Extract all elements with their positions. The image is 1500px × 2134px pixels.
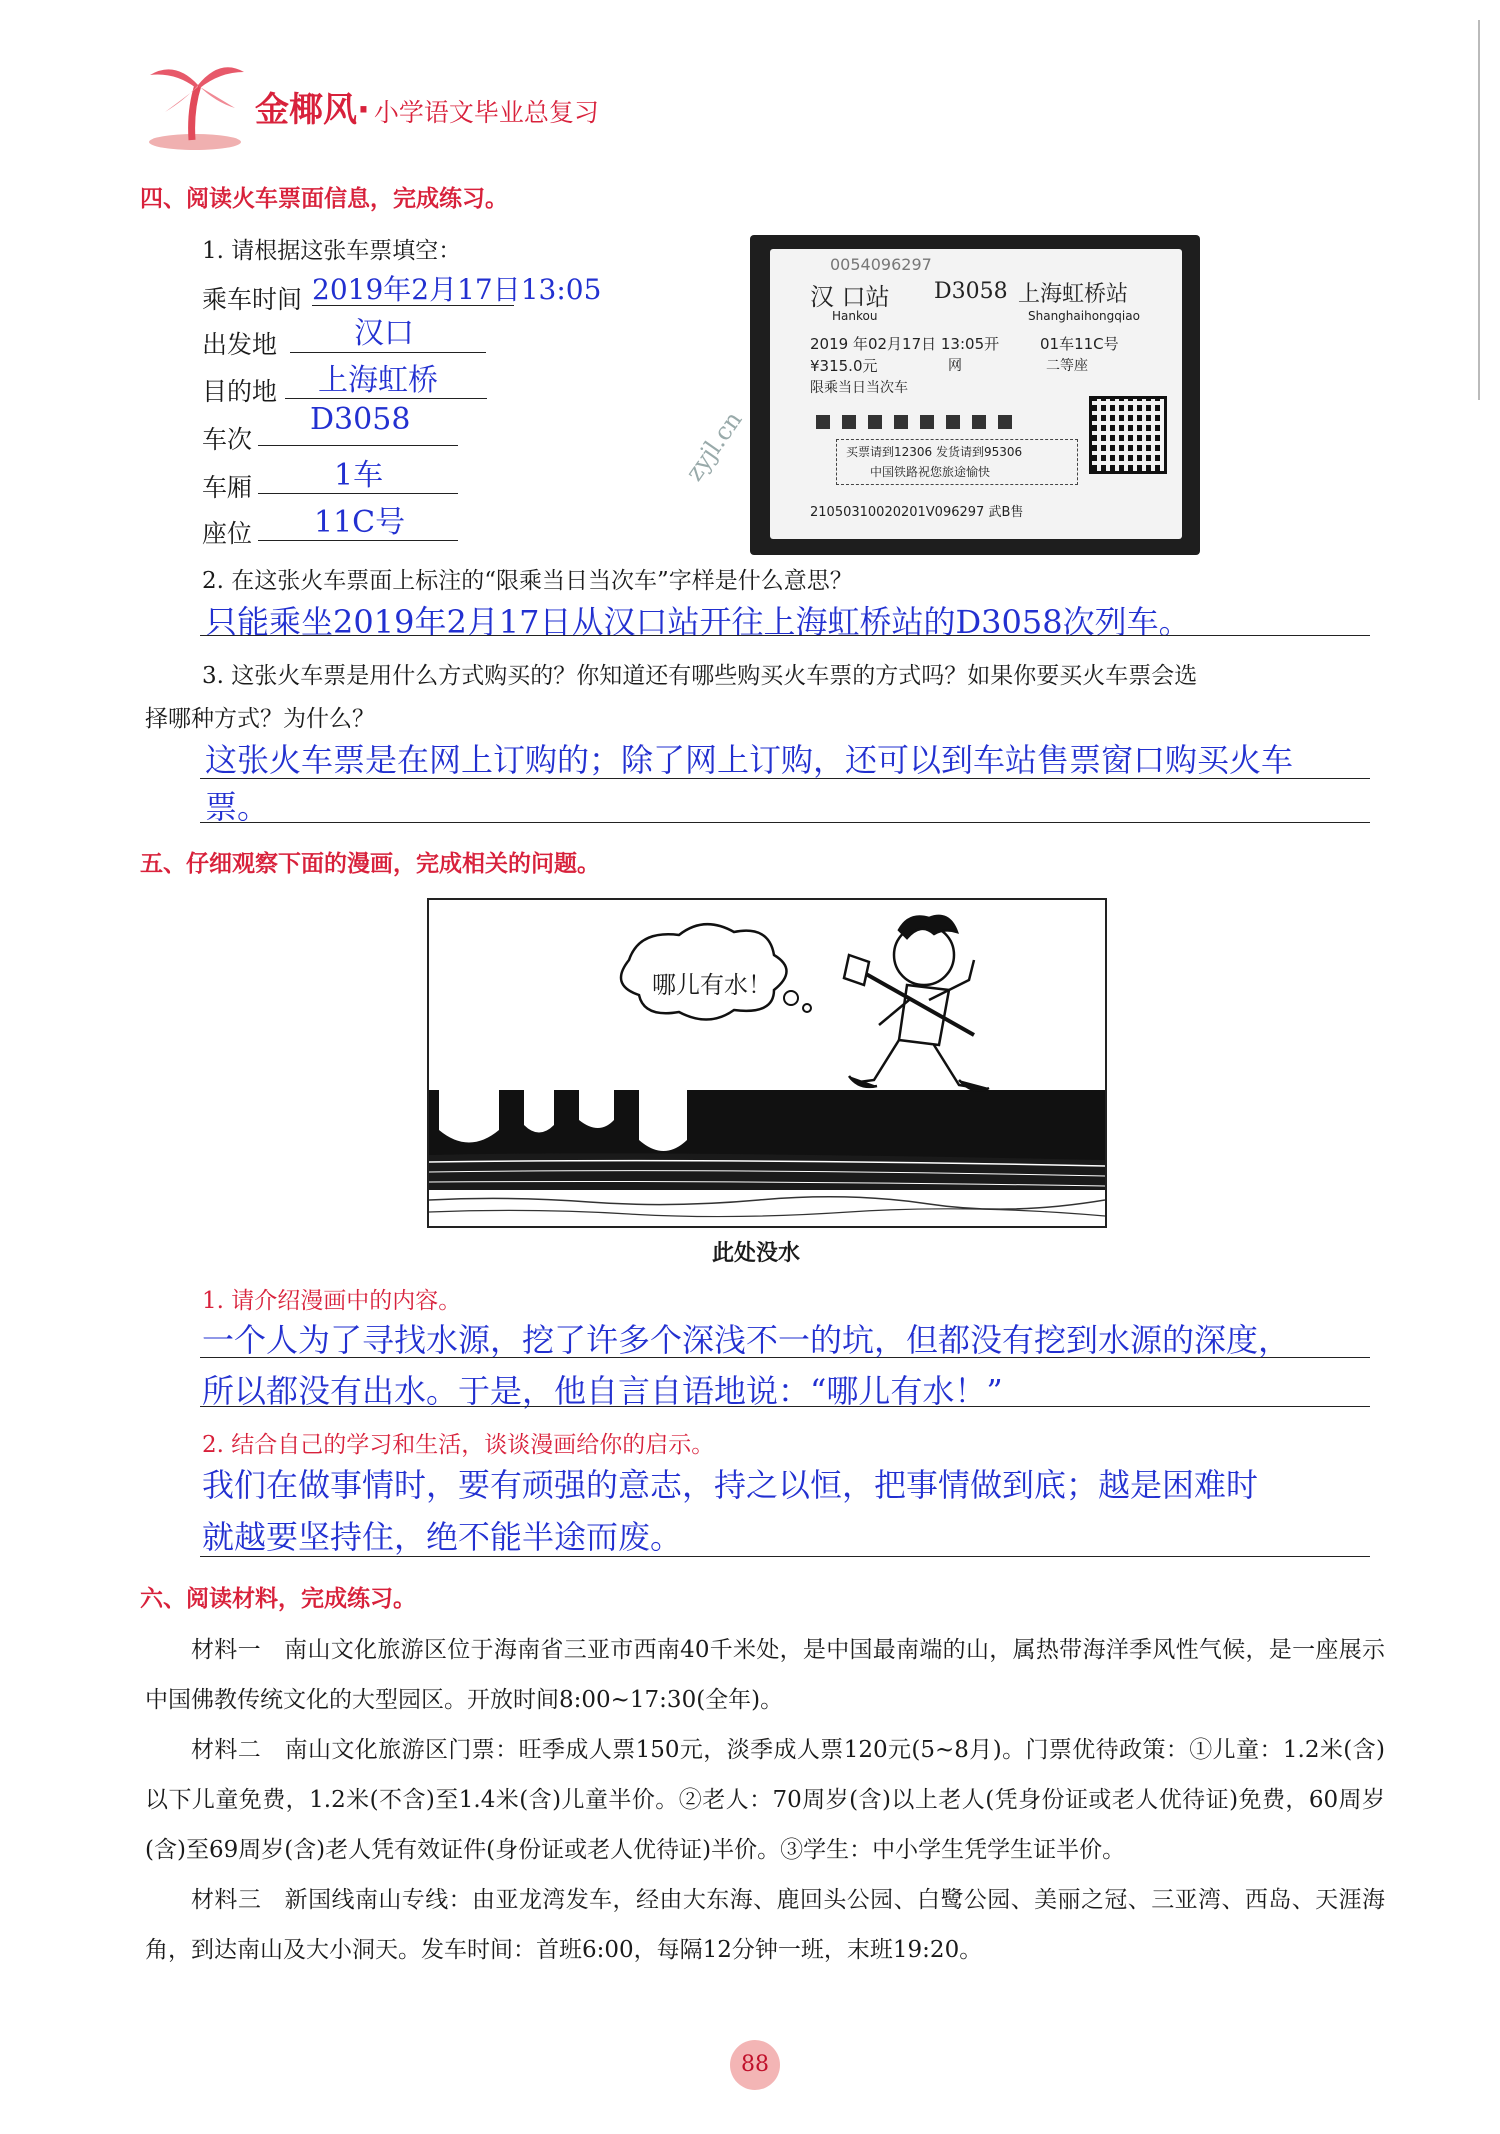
material-1: 材料一 南山文化旅游区位于海南省三亚市西南40千米处，是中国最南端的山，属热带海洋季风性气候，是一座展示中国佛教传统文化的大型园区。开放时间8:00~17:30(全年)。: [145, 1637, 1385, 1713]
section-4-title: 四、阅读火车票面信息，完成练习。: [140, 186, 508, 212]
field-line-train: [258, 445, 458, 446]
section-6-title: 六、阅读材料，完成练习。: [140, 1586, 416, 1612]
s4-q3-line2: 择哪种方式？为什么？: [145, 706, 375, 732]
right-edge-line: [1478, 20, 1480, 400]
s5-q2: 2. 结合自己的学习和生活，谈谈漫画给你的启示。: [202, 1432, 715, 1458]
brand-dot: ·: [357, 90, 370, 130]
field-answer-seat: 11C号: [314, 505, 406, 540]
s4-a2: 只能乘坐2019年2月17日从汉口站开往上海虹桥站的D3058次列车。: [205, 603, 1191, 641]
ticket-channel: 网: [948, 358, 962, 374]
ticket-to-pinyin: Shanghaihongqiao: [1028, 309, 1140, 323]
ticket-qr-code: [1092, 399, 1164, 471]
ticket-redacted: [816, 415, 1016, 429]
s5-a1-line2-rule: [200, 1406, 1370, 1407]
field-label-from: 出发地: [202, 330, 278, 359]
field-answer-car: 1车: [334, 458, 384, 493]
field-label-to: 目的地: [202, 377, 278, 406]
cartoon-drawing: [429, 900, 1105, 1226]
brand-subtitle: 小学语文毕业总复习: [373, 98, 599, 127]
ticket-from-pinyin: Hankou: [832, 309, 878, 323]
s5-a2-line1: 我们在做事情时，要有顽强的意志，持之以恒，把事情做到底；越是困难时: [202, 1466, 1259, 1504]
ticket-card: [770, 249, 1182, 539]
ticket-train-no: D3058: [934, 279, 1008, 304]
field-answer-time: 2019年2月17日13:05: [312, 273, 602, 306]
field-answer-to: 上海虹桥: [318, 363, 438, 398]
s5-a1-line1: 一个人为了寻找水源，挖了许多个深浅不一的坑，但都没有挖到水源的深度，: [202, 1321, 1291, 1359]
cartoon-image: [427, 898, 1107, 1228]
ticket-serial: 0054096297: [830, 255, 932, 274]
field-label-train: 车次: [202, 425, 253, 454]
ticket-to: 上海虹桥站: [1018, 282, 1129, 307]
field-label-car: 车厢: [202, 473, 253, 502]
s4-a2-line: [200, 635, 1370, 636]
page-number: 88: [730, 2040, 780, 2090]
ticket-notice-2: 中国铁路祝您旅途愉快: [870, 465, 991, 479]
s4-a3-line1: 这张火车票是在网上订购的；除了网上订购，还可以到车站售票窗口购买火车: [205, 741, 1294, 779]
s5-a2-line2: 就越要坚持住，绝不能半途而废。: [202, 1518, 683, 1556]
brand-name: 金椰风: [255, 90, 357, 130]
field-line-from: [290, 352, 486, 353]
ticket-from: 汉 口站: [810, 283, 890, 311]
s4-a3-line2-rule: [200, 822, 1370, 823]
field-label-time: 乘车时间: [202, 285, 303, 314]
s5-a1-line2: 所以都没有出水。于是，他自言自语地说：“哪儿有水！”: [202, 1372, 1003, 1410]
ticket-class: 二等座: [1046, 358, 1088, 374]
section-5-title: 五、仔细观察下面的漫画，完成相关的问题。: [140, 851, 600, 877]
train-ticket-photo: [750, 235, 1200, 555]
ticket-limit: 限乘当日当次车: [810, 380, 908, 396]
s5-a1-line1-rule: [200, 1357, 1370, 1358]
ticket-code: 21050310020201V096297 武B售: [810, 505, 1024, 520]
brand-title: [255, 82, 599, 131]
field-answer-train: D3058: [310, 402, 411, 437]
material-2: 材料二 南山文化旅游区门票：旺季成人票150元，淡季成人票120元(5~8月)。门票优待政策：①儿童：1.2米(含)以下儿童免费，1.2米(不含)至1.4米(含)儿童半价。②老人：70周岁(含)以上老人(凭身份证或老人优待证)免费，60周岁(含)至69周岁(含)老人凭有效证件(身份证或老人优待证)半价。③学生：中小学生凭学生证半价。: [145, 1737, 1385, 1863]
ticket-datetime: 2019 年02月17日 13:05开: [810, 335, 1000, 353]
ticket-notice-1: 买票请到12306 发货请到95306: [846, 445, 1023, 459]
watermark: zyjl.cn: [680, 406, 748, 487]
material-3: 材料三 新国线南山专线：由亚龙湾发车，经由大东海、鹿回头公园、白鹭公园、美丽之冠、三亚湾、西岛、天涯海角，到达南山及大小洞天。发车时间：首班6:00，每隔12分钟一班，末班19:20。: [145, 1887, 1385, 1963]
ticket-price: ¥315.0元: [810, 357, 878, 375]
s4-q3-line1: 3. 这张火车票是用什么方式购买的？你知道还有哪些购买火车票的方式吗？如果你要买火车票会选: [202, 663, 1198, 689]
cartoon-caption: 此处没水: [712, 1241, 801, 1266]
field-label-seat: 座位: [202, 519, 253, 548]
s4-q2: 2. 在这张火车票面上标注的“限乘当日当次车”字样是什么意思？: [202, 568, 853, 594]
field-answer-from: 汉口: [354, 316, 414, 351]
s4-q1: 1. 请根据这张车票填空：: [202, 238, 462, 264]
s5-q1: 1. 请介绍漫画中的内容。: [202, 1288, 462, 1314]
palm-tree-logo: [140, 50, 250, 150]
s4-a3-line1-rule: [200, 778, 1370, 779]
cartoon-bubble-text: 哪儿有水！: [652, 971, 772, 999]
s5-a2-line2-rule: [200, 1556, 1370, 1557]
ticket-car-seat: 01车11C号: [1040, 335, 1119, 353]
s4-a3-line2: 票。: [205, 788, 270, 826]
